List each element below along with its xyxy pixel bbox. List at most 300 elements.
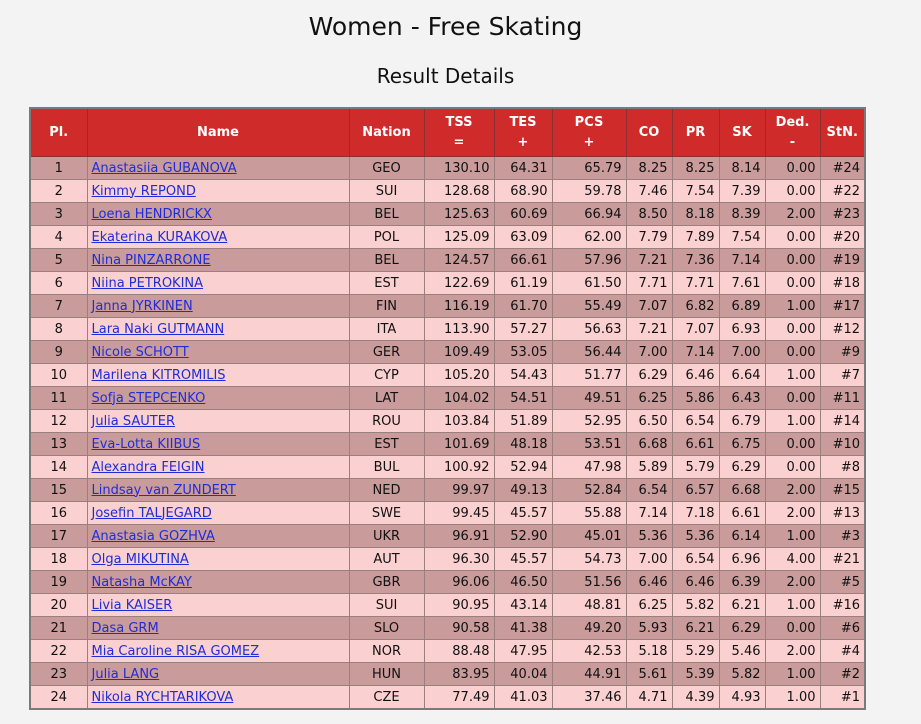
cell-pcs: 42.53: [552, 640, 626, 663]
cell-pl: 7: [30, 295, 87, 318]
skater-name-link[interactable]: Eva-Lotta KIIBUS: [91, 436, 201, 452]
cell-tss: 130.10: [424, 157, 494, 180]
cell-name: [87, 502, 349, 525]
cell-ded: 0.00: [765, 341, 820, 364]
cell-stn: #12: [820, 318, 865, 341]
skater-name-link[interactable]: Ekaterina KURAKOVA: [91, 229, 228, 245]
cell-ded: 2.00: [765, 502, 820, 525]
cell-co: 6.29: [626, 364, 672, 387]
cell-ded: 0.00: [765, 433, 820, 456]
column-header-label: SK: [732, 124, 752, 140]
cell-pr: 7.14: [672, 341, 719, 364]
cell-sk: 5.82: [719, 663, 765, 686]
cell-nation: GBR: [349, 571, 424, 594]
column-header-label: Pl.: [49, 124, 69, 140]
cell-ded: 2.00: [765, 203, 820, 226]
cell-stn: #3: [820, 525, 865, 548]
cell-co: 6.25: [626, 594, 672, 617]
cell-sk: 6.68: [719, 479, 765, 502]
cell-stn: #8: [820, 456, 865, 479]
cell-tes: 68.90: [494, 180, 552, 203]
column-header-label: TSS: [445, 114, 473, 130]
cell-co: 7.71: [626, 272, 672, 295]
cell-ded: 0.00: [765, 617, 820, 640]
cell-pl: 21: [30, 617, 87, 640]
cell-stn: #16: [820, 594, 865, 617]
cell-tss: 125.09: [424, 226, 494, 249]
table-row: [30, 226, 865, 249]
cell-pl: 16: [30, 502, 87, 525]
table-row: [30, 525, 865, 548]
cell-ded: 0.00: [765, 157, 820, 180]
table-row: [30, 571, 865, 594]
table-row: [30, 364, 865, 387]
table-row: [30, 203, 865, 226]
cell-sk: 8.39: [719, 203, 765, 226]
cell-pl: 13: [30, 433, 87, 456]
cell-name: [87, 272, 349, 295]
cell-stn: #7: [820, 364, 865, 387]
cell-stn: #5: [820, 571, 865, 594]
cell-tss: 113.90: [424, 318, 494, 341]
cell-pr: 5.82: [672, 594, 719, 617]
cell-pcs: 54.73: [552, 548, 626, 571]
cell-name: [87, 548, 349, 571]
cell-co: 8.50: [626, 203, 672, 226]
cell-name: [87, 456, 349, 479]
cell-pl: 17: [30, 525, 87, 548]
cell-pcs: 61.50: [552, 272, 626, 295]
cell-sk: 6.64: [719, 364, 765, 387]
cell-pcs: 57.96: [552, 249, 626, 272]
table-row: [30, 272, 865, 295]
cell-pr: 5.39: [672, 663, 719, 686]
table-row: [30, 410, 865, 433]
cell-tes: 45.57: [494, 548, 552, 571]
cell-tes: 43.14: [494, 594, 552, 617]
cell-name: [87, 594, 349, 617]
cell-pcs: 56.63: [552, 318, 626, 341]
cell-pl: 8: [30, 318, 87, 341]
cell-name: [87, 226, 349, 249]
cell-nation: ITA: [349, 318, 424, 341]
cell-pl: 2: [30, 180, 87, 203]
table-row: [30, 295, 865, 318]
cell-tss: 103.84: [424, 410, 494, 433]
cell-pr: 6.21: [672, 617, 719, 640]
cell-name: [87, 663, 349, 686]
cell-ded: 1.00: [765, 525, 820, 548]
cell-stn: #6: [820, 617, 865, 640]
cell-tss: 96.06: [424, 571, 494, 594]
skater-name-link[interactable]: Nina PINZARRONE: [91, 252, 211, 268]
cell-nation: ROU: [349, 410, 424, 433]
cell-pcs: 49.51: [552, 387, 626, 410]
cell-pl: 15: [30, 479, 87, 502]
cell-nation: BEL: [349, 203, 424, 226]
cell-name: [87, 571, 349, 594]
column-header-label: Name: [196, 124, 239, 140]
cell-pr: 6.54: [672, 410, 719, 433]
cell-stn: #2: [820, 663, 865, 686]
cell-nation: BUL: [349, 456, 424, 479]
cell-tss: 90.95: [424, 594, 494, 617]
cell-tes: 61.19: [494, 272, 552, 295]
cell-tss: 83.95: [424, 663, 494, 686]
cell-nation: GEO: [349, 157, 424, 180]
cell-sk: 6.21: [719, 594, 765, 617]
cell-pl: 10: [30, 364, 87, 387]
cell-pr: 6.61: [672, 433, 719, 456]
cell-ded: 1.00: [765, 364, 820, 387]
cell-co: 6.25: [626, 387, 672, 410]
table-row: [30, 456, 865, 479]
cell-co: 7.00: [626, 548, 672, 571]
cell-tss: 128.68: [424, 180, 494, 203]
cell-nation: EST: [349, 272, 424, 295]
cell-tes: 54.43: [494, 364, 552, 387]
cell-tes: 51.89: [494, 410, 552, 433]
cell-pr: 4.39: [672, 686, 719, 710]
cell-ded: 1.00: [765, 410, 820, 433]
cell-pr: 7.54: [672, 180, 719, 203]
cell-pl: 19: [30, 571, 87, 594]
skater-name-link[interactable]: Sofja STEPCENKO: [91, 390, 206, 406]
table-row: [30, 502, 865, 525]
cell-tes: 54.51: [494, 387, 552, 410]
cell-sk: 6.93: [719, 318, 765, 341]
cell-tes: 46.50: [494, 571, 552, 594]
column-header-tes: [494, 108, 552, 157]
cell-stn: #22: [820, 180, 865, 203]
cell-nation: SUI: [349, 594, 424, 617]
skater-name-link[interactable]: Janna JYRKINEN: [91, 298, 193, 314]
cell-pl: 22: [30, 640, 87, 663]
skater-name-link[interactable]: Julia LANG: [91, 666, 160, 682]
skater-name-link[interactable]: Niina PETROKINA: [91, 275, 204, 291]
cell-pr: 6.46: [672, 364, 719, 387]
cell-sk: 5.46: [719, 640, 765, 663]
cell-ded: 0.00: [765, 387, 820, 410]
cell-sk: 6.79: [719, 410, 765, 433]
cell-co: 5.61: [626, 663, 672, 686]
skater-name-link[interactable]: Anastasiia GUBANOVA: [91, 160, 237, 176]
cell-ded: 4.00: [765, 548, 820, 571]
cell-sk: 7.39: [719, 180, 765, 203]
cell-pl: 6: [30, 272, 87, 295]
cell-co: 6.68: [626, 433, 672, 456]
cell-pcs: 44.91: [552, 663, 626, 686]
column-header-co: [626, 108, 672, 157]
cell-ded: 0.00: [765, 226, 820, 249]
column-header-operator: +: [583, 134, 595, 150]
cell-pr: 8.25: [672, 157, 719, 180]
cell-sk: 6.89: [719, 295, 765, 318]
column-header-name: [87, 108, 349, 157]
table-row: [30, 479, 865, 502]
cell-pl: 12: [30, 410, 87, 433]
cell-pcs: 51.56: [552, 571, 626, 594]
cell-nation: CYP: [349, 364, 424, 387]
table-row: [30, 594, 865, 617]
column-header-label: PR: [685, 124, 706, 140]
cell-stn: #11: [820, 387, 865, 410]
column-header-operator: =: [453, 134, 465, 150]
cell-ded: 2.00: [765, 479, 820, 502]
cell-pcs: 52.95: [552, 410, 626, 433]
cell-ded: 1.00: [765, 295, 820, 318]
cell-tes: 57.27: [494, 318, 552, 341]
column-header-nation: [349, 108, 424, 157]
table-row: [30, 157, 865, 180]
cell-nation: UKR: [349, 525, 424, 548]
cell-stn: #15: [820, 479, 865, 502]
cell-co: 7.00: [626, 341, 672, 364]
cell-co: 4.71: [626, 686, 672, 710]
cell-tss: 109.49: [424, 341, 494, 364]
cell-co: 5.89: [626, 456, 672, 479]
column-header-ded: [765, 108, 820, 157]
cell-pl: 24: [30, 686, 87, 710]
cell-pl: 1: [30, 157, 87, 180]
cell-stn: #23: [820, 203, 865, 226]
cell-nation: GER: [349, 341, 424, 364]
skater-name-link[interactable]: Nicole SCHOTT: [91, 344, 189, 360]
cell-pcs: 55.88: [552, 502, 626, 525]
cell-pcs: 56.44: [552, 341, 626, 364]
column-header-pr: [672, 108, 719, 157]
cell-co: 7.46: [626, 180, 672, 203]
cell-pcs: 45.01: [552, 525, 626, 548]
page-title: Women - Free Skating: [308, 12, 583, 41]
cell-co: 7.79: [626, 226, 672, 249]
table-row: [30, 433, 865, 456]
column-header-tss: [424, 108, 494, 157]
cell-tss: 88.48: [424, 640, 494, 663]
cell-tss: 125.63: [424, 203, 494, 226]
cell-tss: 96.91: [424, 525, 494, 548]
cell-ded: 2.00: [765, 640, 820, 663]
skater-name-link[interactable]: Lindsay van ZUNDERT: [91, 482, 236, 498]
cell-sk: 7.00: [719, 341, 765, 364]
cell-sk: 7.54: [719, 226, 765, 249]
cell-ded: 0.00: [765, 456, 820, 479]
cell-stn: #10: [820, 433, 865, 456]
cell-tss: 122.69: [424, 272, 494, 295]
page-subtitle: Result Details: [376, 64, 515, 88]
column-header-stn: [820, 108, 865, 157]
cell-co: 7.21: [626, 249, 672, 272]
table-body: [30, 157, 865, 710]
cell-tss: 90.58: [424, 617, 494, 640]
cell-sk: 6.61: [719, 502, 765, 525]
cell-co: 7.07: [626, 295, 672, 318]
cell-ded: 1.00: [765, 663, 820, 686]
cell-co: 5.93: [626, 617, 672, 640]
cell-pcs: 47.98: [552, 456, 626, 479]
cell-ded: 1.00: [765, 594, 820, 617]
skater-name-link[interactable]: Livia KAISER: [91, 597, 173, 613]
cell-stn: #18: [820, 272, 865, 295]
column-header-label: Nation: [362, 124, 411, 140]
cell-tes: 53.05: [494, 341, 552, 364]
cell-name: [87, 525, 349, 548]
cell-pr: 7.18: [672, 502, 719, 525]
cell-name: [87, 364, 349, 387]
cell-pl: 18: [30, 548, 87, 571]
skater-name-link[interactable]: Josefin TALJEGARD: [91, 505, 212, 521]
cell-tss: 124.57: [424, 249, 494, 272]
column-header-label: StN.: [826, 124, 858, 140]
cell-ded: 0.00: [765, 180, 820, 203]
cell-sk: 6.39: [719, 571, 765, 594]
cell-pl: 14: [30, 456, 87, 479]
table-row: [30, 686, 865, 710]
table-row: [30, 249, 865, 272]
cell-tss: 105.20: [424, 364, 494, 387]
cell-tes: 49.13: [494, 479, 552, 502]
cell-nation: HUN: [349, 663, 424, 686]
cell-pl: 3: [30, 203, 87, 226]
cell-stn: #14: [820, 410, 865, 433]
cell-name: [87, 433, 349, 456]
cell-nation: LAT: [349, 387, 424, 410]
cell-co: 6.46: [626, 571, 672, 594]
cell-tes: 47.95: [494, 640, 552, 663]
cell-pr: 7.36: [672, 249, 719, 272]
cell-ded: 1.00: [765, 686, 820, 710]
cell-pl: 5: [30, 249, 87, 272]
cell-co: 5.36: [626, 525, 672, 548]
table-row: [30, 617, 865, 640]
cell-tes: 45.57: [494, 502, 552, 525]
cell-name: [87, 640, 349, 663]
cell-co: 8.25: [626, 157, 672, 180]
cell-pcs: 37.46: [552, 686, 626, 710]
cell-nation: NED: [349, 479, 424, 502]
column-header-sk: [719, 108, 765, 157]
cell-name: [87, 180, 349, 203]
skater-name-link[interactable]: Kimmy REPOND: [91, 183, 196, 199]
cell-pr: 7.71: [672, 272, 719, 295]
cell-tss: 96.30: [424, 548, 494, 571]
column-header-operator: +: [517, 134, 529, 150]
cell-tes: 66.61: [494, 249, 552, 272]
cell-pr: 5.79: [672, 456, 719, 479]
column-header-pcs: [552, 108, 626, 157]
cell-pcs: 49.20: [552, 617, 626, 640]
cell-sk: 8.14: [719, 157, 765, 180]
skater-name-link[interactable]: Nikola RYCHTARIKOVA: [91, 689, 234, 705]
cell-nation: SLO: [349, 617, 424, 640]
column-header-operator: -: [789, 134, 796, 150]
column-header-label: PCS: [574, 114, 604, 130]
cell-nation: POL: [349, 226, 424, 249]
table-row: [30, 548, 865, 571]
cell-pl: 23: [30, 663, 87, 686]
cell-tes: 40.04: [494, 663, 552, 686]
cell-name: [87, 249, 349, 272]
cell-sk: 6.29: [719, 456, 765, 479]
cell-pl: 9: [30, 341, 87, 364]
skater-name-link[interactable]: Lara Naki GUTMANN: [91, 321, 225, 337]
cell-pcs: 59.78: [552, 180, 626, 203]
cell-name: [87, 387, 349, 410]
column-header-pl: [30, 108, 87, 157]
table-row: [30, 341, 865, 364]
cell-nation: FIN: [349, 295, 424, 318]
cell-tss: 100.92: [424, 456, 494, 479]
table-row: [30, 180, 865, 203]
skater-name-link[interactable]: Anastasia GOZHVA: [91, 528, 215, 544]
cell-stn: #4: [820, 640, 865, 663]
skater-name-link[interactable]: Dasa GRM: [91, 620, 159, 636]
table-row: [30, 318, 865, 341]
cell-nation: NOR: [349, 640, 424, 663]
cell-ded: 0.00: [765, 249, 820, 272]
cell-sk: 6.14: [719, 525, 765, 548]
table-header-row: [30, 108, 865, 157]
cell-stn: #24: [820, 157, 865, 180]
cell-stn: #13: [820, 502, 865, 525]
cell-co: 7.21: [626, 318, 672, 341]
cell-stn: #21: [820, 548, 865, 571]
cell-pl: 4: [30, 226, 87, 249]
cell-pr: 8.18: [672, 203, 719, 226]
cell-sk: 7.61: [719, 272, 765, 295]
column-header-label: TES: [509, 114, 537, 130]
skater-name-link[interactable]: Mia Caroline RISA GOMEZ: [91, 643, 260, 659]
cell-name: [87, 295, 349, 318]
cell-pr: 7.07: [672, 318, 719, 341]
cell-tss: 77.49: [424, 686, 494, 710]
cell-ded: 0.00: [765, 318, 820, 341]
cell-tes: 41.38: [494, 617, 552, 640]
skater-name-link[interactable]: Marilena KITROMILIS: [91, 367, 226, 383]
cell-tss: 116.19: [424, 295, 494, 318]
cell-ded: 2.00: [765, 571, 820, 594]
skater-name-link[interactable]: Loena HENDRICKX: [91, 206, 212, 222]
cell-tes: 52.94: [494, 456, 552, 479]
cell-sk: 6.29: [719, 617, 765, 640]
cell-pcs: 52.84: [552, 479, 626, 502]
cell-pr: 7.89: [672, 226, 719, 249]
cell-pr: 6.46: [672, 571, 719, 594]
cell-co: 5.18: [626, 640, 672, 663]
cell-pl: 11: [30, 387, 87, 410]
skater-name-link[interactable]: Natasha McKAY: [91, 574, 192, 590]
cell-tes: 60.69: [494, 203, 552, 226]
table-row: [30, 640, 865, 663]
cell-name: [87, 410, 349, 433]
table-row: [30, 387, 865, 410]
table-row: [30, 663, 865, 686]
cell-pr: 5.86: [672, 387, 719, 410]
cell-nation: SUI: [349, 180, 424, 203]
column-header-label: Ded.: [775, 114, 810, 130]
skater-name-link[interactable]: Alexandra FEIGIN: [91, 459, 205, 475]
skater-name-link[interactable]: Julia SAUTER: [91, 413, 175, 429]
cell-pl: 20: [30, 594, 87, 617]
cell-sk: 4.93: [719, 686, 765, 710]
skater-name-link[interactable]: Olga MIKUTINA: [91, 551, 189, 567]
cell-tes: 61.70: [494, 295, 552, 318]
cell-pr: 5.36: [672, 525, 719, 548]
cell-pr: 5.29: [672, 640, 719, 663]
cell-stn: #20: [820, 226, 865, 249]
cell-tss: 99.45: [424, 502, 494, 525]
cell-sk: 6.96: [719, 548, 765, 571]
